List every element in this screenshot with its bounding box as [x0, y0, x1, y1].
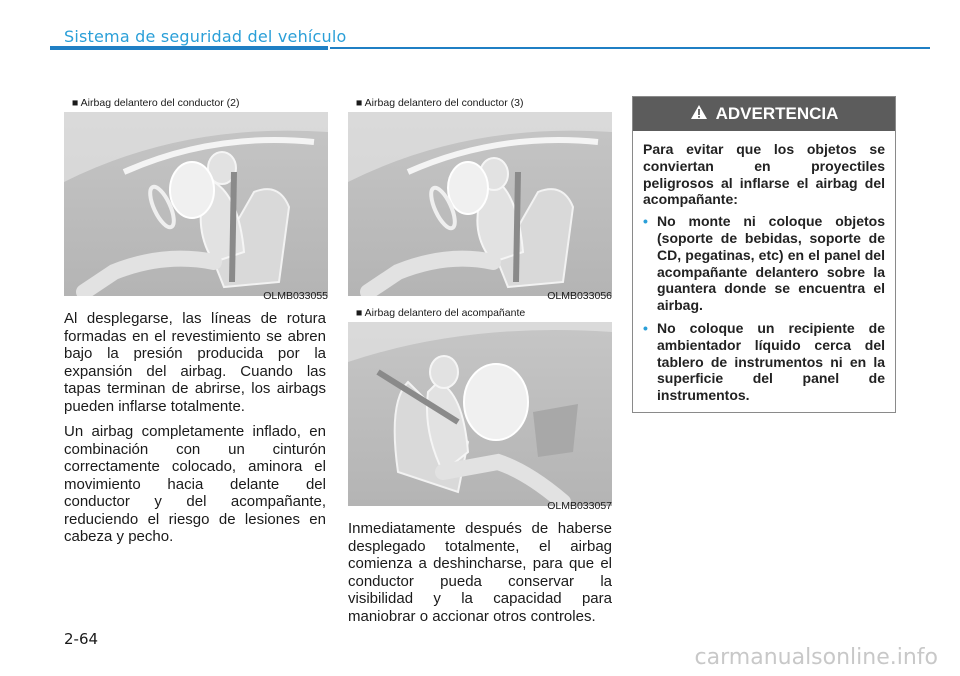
header-rule-thick [50, 46, 328, 50]
left-column-text [64, 310, 326, 554]
section-title: Sistema de seguridad del vehículo [64, 27, 347, 46]
figure-driver-airbag-2 [64, 96, 328, 306]
warning-header [633, 97, 895, 131]
paragraph: Al desplegarse, las líneas de rotura formadas en el revestimiento se abren bajo la presión producida por la expansión del airbag. Cuando las tapas terminan de abrirse, los airbags pueden inflarse totalmente. [64, 310, 326, 415]
figure-passenger-airbag [348, 306, 612, 516]
figure-code: OLMB033055 [263, 290, 328, 302]
figure-code: OLMB033056 [547, 290, 612, 302]
driver-airbag-illustration-icon [348, 112, 612, 296]
warning-item: • No monte ni coloque objetos (soporte de bebidas, soporte de CD, pegatinas, etc) en el panel del acompañante delantero sobre la guantera donde se encuentra el airbag. [643, 213, 885, 314]
warning-box [632, 96, 896, 413]
warning-intro: Para evitar que los objetos se conviertan en proyectiles peligrosos al inflarse el airbag del acompañante: [643, 141, 885, 208]
warning-body [633, 131, 895, 404]
watermark: carmanualsonline.info [694, 645, 938, 670]
driver-airbag-illustration-icon [64, 112, 328, 296]
warning-item: • No coloque un recipiente de ambientador líquido cerca del tablero de instrumentos ni en la superficie del panel de instrumentos. [643, 319, 885, 404]
paragraph: Inmediatamente después de haberse desplegado totalmente, el airbag comienza a deshincharse, para que el conductor pueda conservar la visibilidad y la capacidad para maniobrar o accionar otros controles. [348, 520, 612, 625]
middle-column-text [348, 520, 612, 633]
page-number: 2-64 [64, 630, 99, 648]
passenger-airbag-illustration-icon [348, 322, 612, 506]
bullet-icon: • [643, 319, 648, 336]
header-rule-thin [330, 47, 930, 49]
figure-code: OLMB033057 [547, 500, 612, 512]
figure-caption: ■ Airbag delantero del conductor (2) [72, 97, 240, 109]
paragraph: Un airbag completamente inflado, en combinación con un cinturón correctamente colocado, aminora el movimiento hacia delante del conductor y del acompañante, reduciendo el riesgo de lesiones en cabeza y pecho. [64, 423, 326, 545]
figure-caption: ■ Airbag delantero del conductor (3) [356, 97, 524, 109]
bullet-icon: • [643, 213, 648, 230]
figure-caption: ■ Airbag delantero del acompañante [356, 307, 526, 319]
figure-driver-airbag-3 [348, 96, 612, 306]
warning-title: ADVERTENCIA [715, 104, 839, 123]
warning-triangle-icon [690, 104, 708, 125]
warning-list [643, 213, 885, 404]
